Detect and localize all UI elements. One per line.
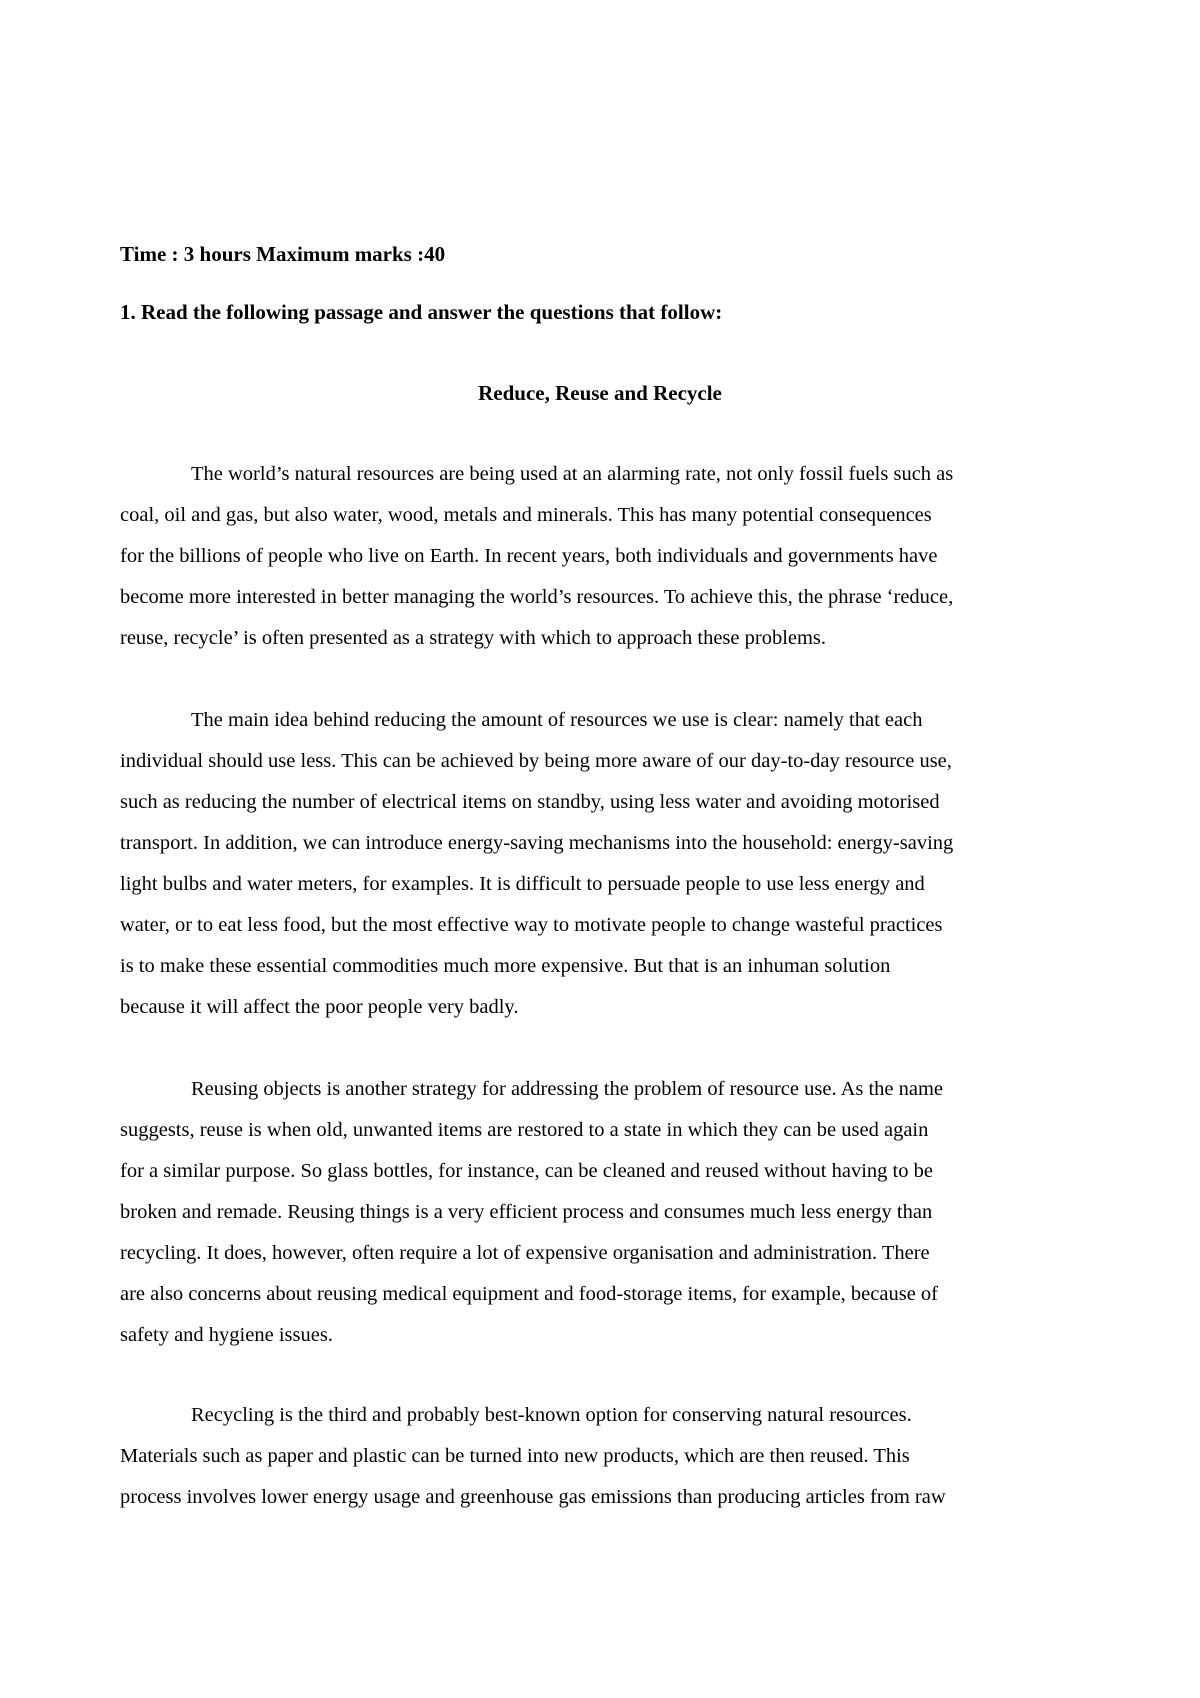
question-instruction: 1. Read the following passage and answer the questions that follow:: [120, 300, 723, 324]
paragraph-1: [120, 454, 1080, 659]
paragraph-line: become more interested in better managing the world’s resources. To achieve this, the phrase ‘reduce,: [120, 586, 954, 608]
paragraph-line: is to make these essential commodities much more expensive. But that is an inhuman solution: [120, 955, 891, 977]
paragraph-line: light bulbs and water meters, for examples. It is difficult to persuade people to use less energy and: [120, 873, 925, 895]
paragraph-line: suggests, reuse is when old, unwanted items are restored to a state in which they can be used again: [120, 1119, 929, 1141]
paragraph-line: transport. In addition, we can introduce energy-saving mechanisms into the household: energy-saving: [120, 832, 954, 854]
paragraph-line: reuse, recycle’ is often presented as a strategy with which to approach these problems.: [120, 627, 827, 649]
paragraph-line: Reusing objects is another strategy for addressing the problem of resource use. As the name: [191, 1078, 944, 1100]
paragraph-line: recycling. It does, however, often require a lot of expensive organisation and administration. There: [120, 1242, 930, 1264]
paragraph-line: for a similar purpose. So glass bottles, for instance, can be cleaned and reused without having to be: [120, 1160, 933, 1182]
paragraph-line: for the billions of people who live on Earth. In recent years, both individuals and governments have: [120, 545, 938, 567]
paragraph-line: coal, oil and gas, but also water, wood, metals and minerals. This has many potential consequences: [120, 504, 932, 526]
paragraph-line: Recycling is the third and probably best-known option for conserving natural resources.: [191, 1404, 912, 1426]
paragraph-4: [120, 1395, 1080, 1518]
paragraph-line: The main idea behind reducing the amount of resources we use is clear: namely that each: [191, 709, 923, 731]
exam-header: Time : 3 hours Maximum marks :40: [120, 242, 446, 266]
paragraph-line: because it will affect the poor people very badly.: [120, 996, 519, 1018]
paragraph-3: [120, 1069, 1080, 1356]
paragraph-line: safety and hygiene issues.: [120, 1324, 333, 1346]
paragraph-line: Materials such as paper and plastic can be turned into new products, which are then reused. This: [120, 1445, 910, 1467]
paragraph-line: individual should use less. This can be achieved by being more aware of our day-to-day resource use,: [120, 750, 952, 772]
paragraph-line: water, or to eat less food, but the most effective way to motivate people to change wasteful practices: [120, 914, 943, 936]
paragraph-line: broken and remade. Reusing things is a very efficient process and consumes much less energy than: [120, 1201, 933, 1223]
passage-title: Reduce, Reuse and Recycle: [478, 381, 722, 405]
paragraph-line: such as reducing the number of electrical items on standby, using less water and avoiding motorised: [120, 791, 940, 813]
paragraph-2: [120, 700, 1080, 1028]
paragraph-line: are also concerns about reusing medical equipment and food-storage items, for example, because of: [120, 1283, 938, 1305]
paragraph-line: The world’s natural resources are being used at an alarming rate, not only fossil fuels such as: [191, 463, 954, 485]
paragraph-line: process involves lower energy usage and greenhouse gas emissions than producing articles from raw: [120, 1486, 946, 1508]
